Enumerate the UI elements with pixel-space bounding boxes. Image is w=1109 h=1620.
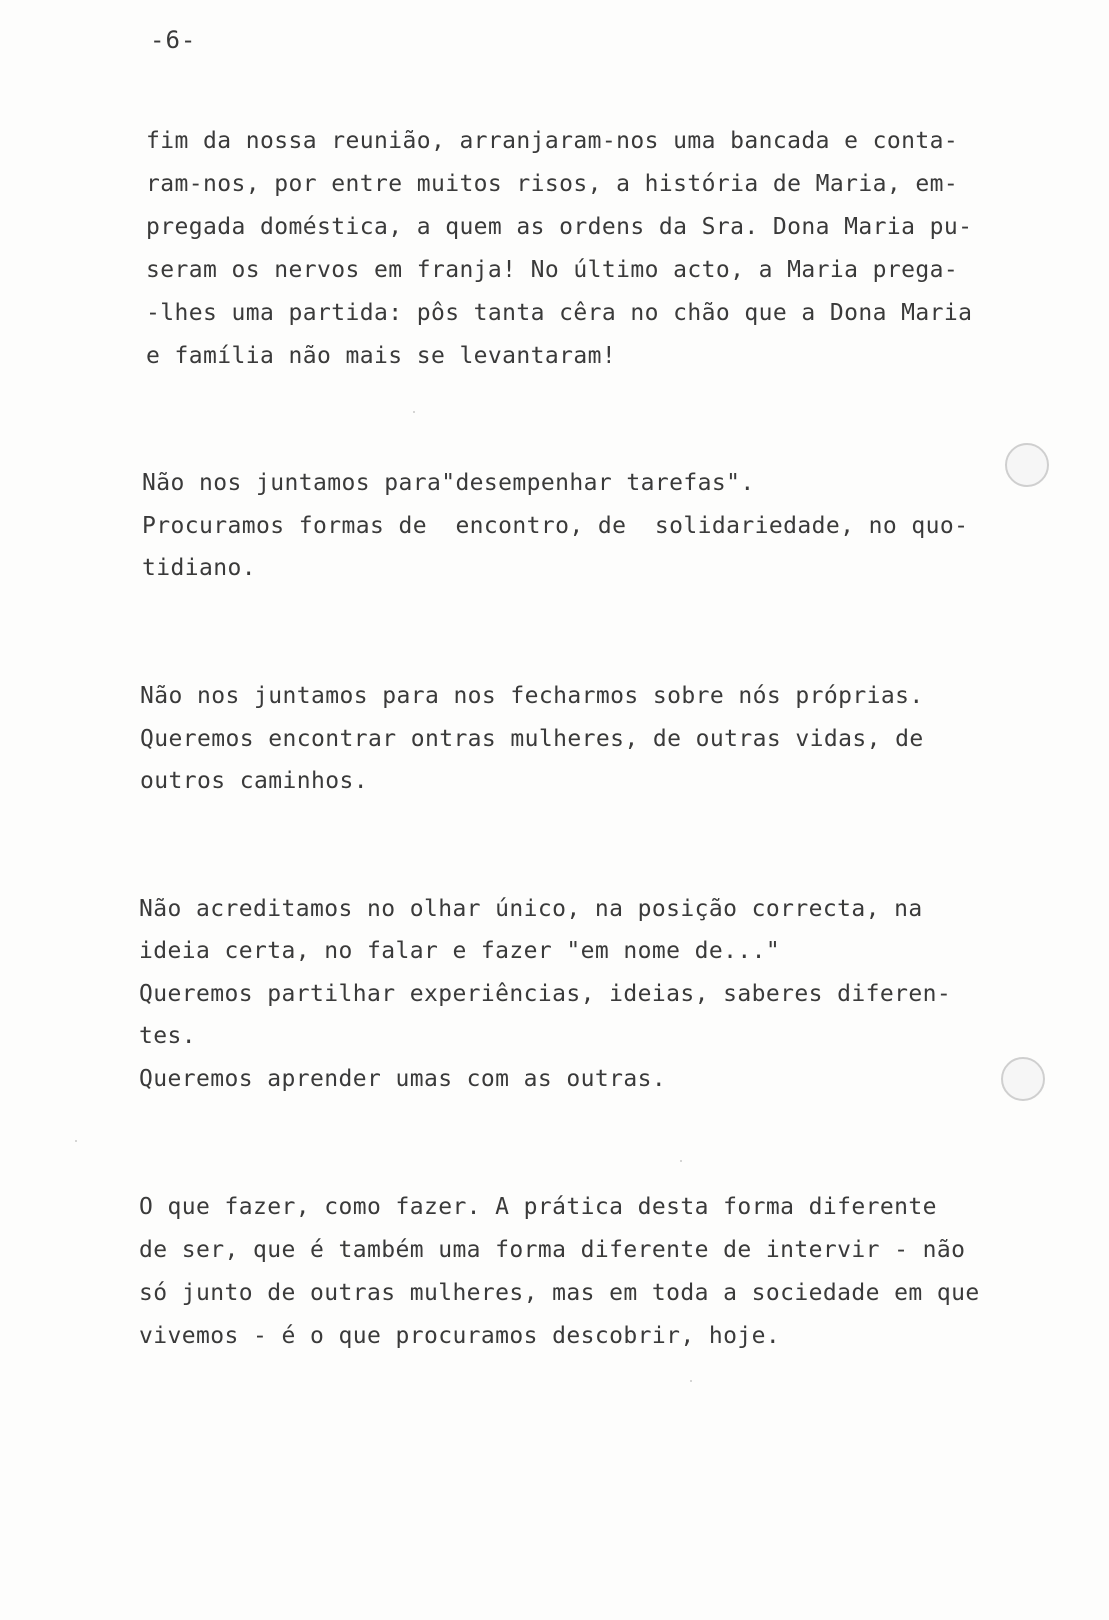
text-line: -lhes uma partida: pôs tanta cêra no chão que a Dona Maria <box>146 300 973 326</box>
scan-speck <box>75 1140 77 1142</box>
text-line: outros caminhos. <box>140 768 368 794</box>
text-line: Queremos partilhar experiências, ideias, saberes diferen- <box>139 981 952 1007</box>
text-line: Queremos encontrar ontras mulheres, de outras vidas, de <box>140 726 924 752</box>
text-line: e família não mais se levantaram! <box>146 343 617 369</box>
punch-hole <box>1001 1057 1045 1101</box>
scan-speck <box>413 411 415 413</box>
punch-hole <box>1005 443 1049 487</box>
text-line: Queremos aprender umas com as outras. <box>139 1066 667 1092</box>
text-line: Procuramos formas de encontro, de solidariedade, no quo- <box>142 513 969 539</box>
text-line: Não nos juntamos para"desempenhar tarefas". <box>142 470 755 496</box>
text-line: só junto de outras mulheres, mas em toda a sociedade em que <box>139 1280 980 1306</box>
text-line: tes. <box>139 1023 196 1049</box>
text-line: O que fazer, como fazer. A prática desta forma diferente <box>139 1194 937 1220</box>
scan-speck <box>690 1380 692 1382</box>
page-number: -6- <box>150 26 197 54</box>
text-line: vivemos - é o que procuramos descobrir, hoje. <box>139 1323 781 1349</box>
text-line: fim da nossa reunião, arranjaram-nos uma bancada e conta- <box>146 128 959 154</box>
text-line: seram os nervos em franja! No último acto, a Maria prega- <box>146 257 959 283</box>
text-line: Não acreditamos no olhar único, na posição correcta, na <box>139 896 923 922</box>
text-line: ideia certa, no falar e fazer "em nome de..." <box>139 938 781 964</box>
text-line: pregada doméstica, a quem as ordens da Sra. Dona Maria pu- <box>146 214 973 240</box>
text-line: Não nos juntamos para nos fecharmos sobre nós próprias. <box>140 683 924 709</box>
text-line: de ser, que é também uma forma diferente de intervir - não <box>139 1237 966 1263</box>
scan-speck <box>680 1160 682 1162</box>
text-line: ram-nos, por entre muitos risos, a história de Maria, em- <box>146 171 959 197</box>
text-line: tidiano. <box>142 555 256 581</box>
